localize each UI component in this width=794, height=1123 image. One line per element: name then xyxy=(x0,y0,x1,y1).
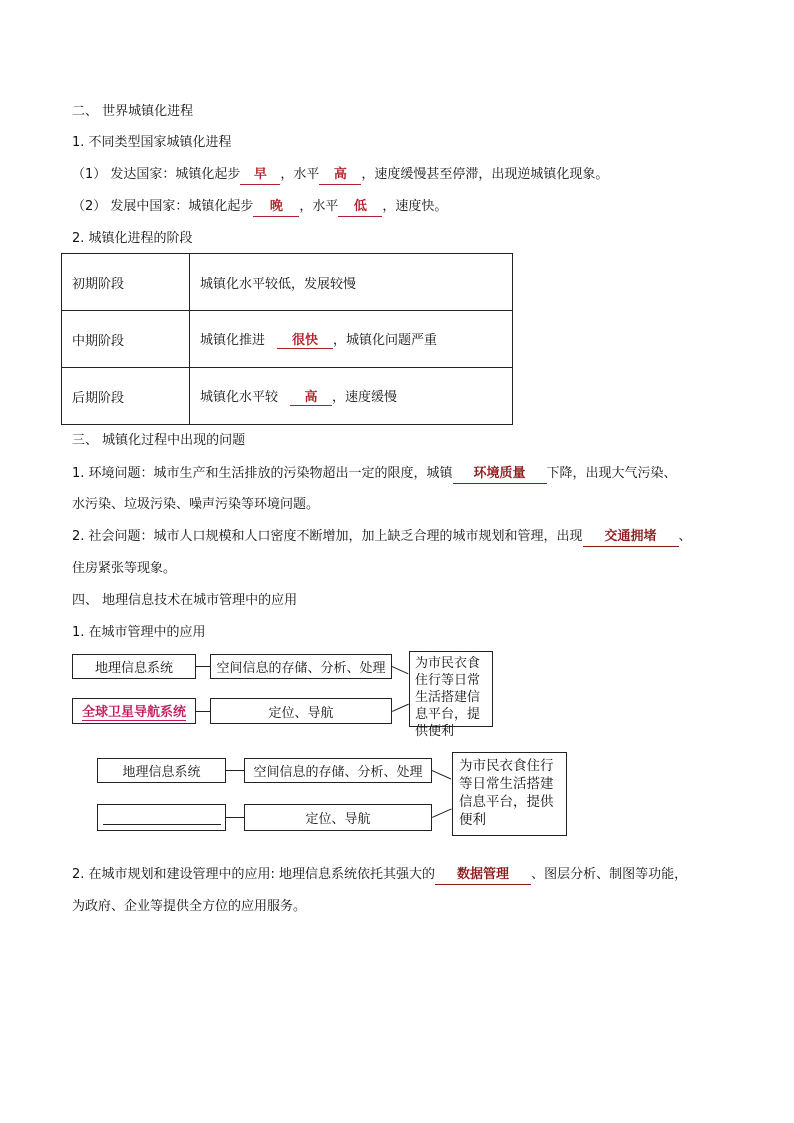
gnss-function-box: 定位、导航 xyxy=(244,804,432,831)
planning-line1: 2. 在城市规划和建设管理中的应用: 地理信息系统依托其强大的 数据管理 、图层分析、制图等功能， xyxy=(72,866,687,885)
stage-name: 中期阶段 xyxy=(62,311,190,368)
section-4-title: 四、 地理信息技术在城市管理中的应用 xyxy=(72,593,298,608)
env-line1: 1. 环境问题：城市生产和生活排放的污染物超出一定的限度，城镇 环境质量 下降，出现大气污染、 xyxy=(72,465,677,484)
section-4-sub1: 1. 在城市管理中的应用 xyxy=(72,625,206,640)
connector xyxy=(226,770,244,771)
developing-line: （2） 发展中国家：城镇化起步 晚 ，水平 低 ，速度快。 xyxy=(72,198,447,217)
blank-env-quality: 环境质量 xyxy=(453,465,547,484)
stage-desc: 城镇化推进 很快 ，城镇化问题严重 xyxy=(190,311,513,368)
stage-desc: 城镇化水平较 高 ，速度缓慢 xyxy=(190,368,513,425)
blank-data-management: 数据管理 xyxy=(435,866,531,885)
developed-line: （1） 发达国家：城镇化起步 早 ，水平 高 ，速度缓慢甚至停滞，出现逆城镇化现象。 xyxy=(72,166,608,185)
arrow-line xyxy=(392,704,409,712)
blank-developed-start: 早 xyxy=(240,166,280,185)
gis-box: 地理信息系统 xyxy=(97,758,226,783)
planning-line2: 为政府、企业等提供全方位的应用服务。 xyxy=(72,899,307,914)
gnss-box: 全球卫星导航系统 xyxy=(72,698,196,724)
social-line2: 住房紧张等现象。 xyxy=(72,561,177,576)
connector xyxy=(226,817,244,818)
arrow-line xyxy=(432,770,452,779)
table-row xyxy=(62,254,513,311)
stage-name: 初期阶段 xyxy=(62,254,190,311)
section-3-title: 三、 城镇化过程中出现的问题 xyxy=(72,433,246,448)
connector xyxy=(196,666,210,667)
blank-mid-stage: 很快 xyxy=(277,329,333,349)
result-box: 为市民衣食住行等日常生活搭建信息平台，提供便利 xyxy=(409,651,493,727)
table-row xyxy=(62,368,513,425)
gis-box: 地理信息系统 xyxy=(72,654,196,679)
env-line2: 水污染、垃圾污染、噪声污染等环境问题。 xyxy=(72,497,320,512)
blank-traffic: 交通拥堵 xyxy=(583,528,679,547)
blank-developing-level: 低 xyxy=(338,198,382,217)
gnss-box xyxy=(97,804,226,831)
arrow-line xyxy=(392,666,409,674)
section-2-sub2: 2. 城镇化进程的阶段 xyxy=(72,231,193,246)
gnss-function-box: 定位、导航 xyxy=(210,698,392,724)
gnss-blank xyxy=(103,810,221,825)
stage-desc: 城镇化水平较低，发展较慢 xyxy=(190,254,513,311)
stage-table xyxy=(61,253,513,425)
gis-function-box: 空间信息的存储、分析、处理 xyxy=(210,654,392,679)
blank-developing-start: 晚 xyxy=(253,198,299,217)
gis-function-box: 空间信息的存储、分析、处理 xyxy=(244,758,432,783)
section-2-sub1: 1. 不同类型国家城镇化进程 xyxy=(72,135,232,150)
social-line1: 2. 社会问题：城市人口规模和人口密度不断增加，加上缺乏合理的城市规划和管理，出现 交通拥堵 、 xyxy=(72,528,692,547)
blank-late-stage: 高 xyxy=(290,386,332,406)
connector xyxy=(196,711,210,712)
result-box: 为市民衣食住行等日常生活搭建信息平台，提供便利 xyxy=(452,752,567,836)
stage-name: 后期阶段 xyxy=(62,368,190,425)
blank-developed-level: 高 xyxy=(319,166,361,185)
table-row xyxy=(62,311,513,368)
arrow-line xyxy=(432,808,452,817)
section-2-title: 二、 世界城镇化进程 xyxy=(72,104,194,119)
